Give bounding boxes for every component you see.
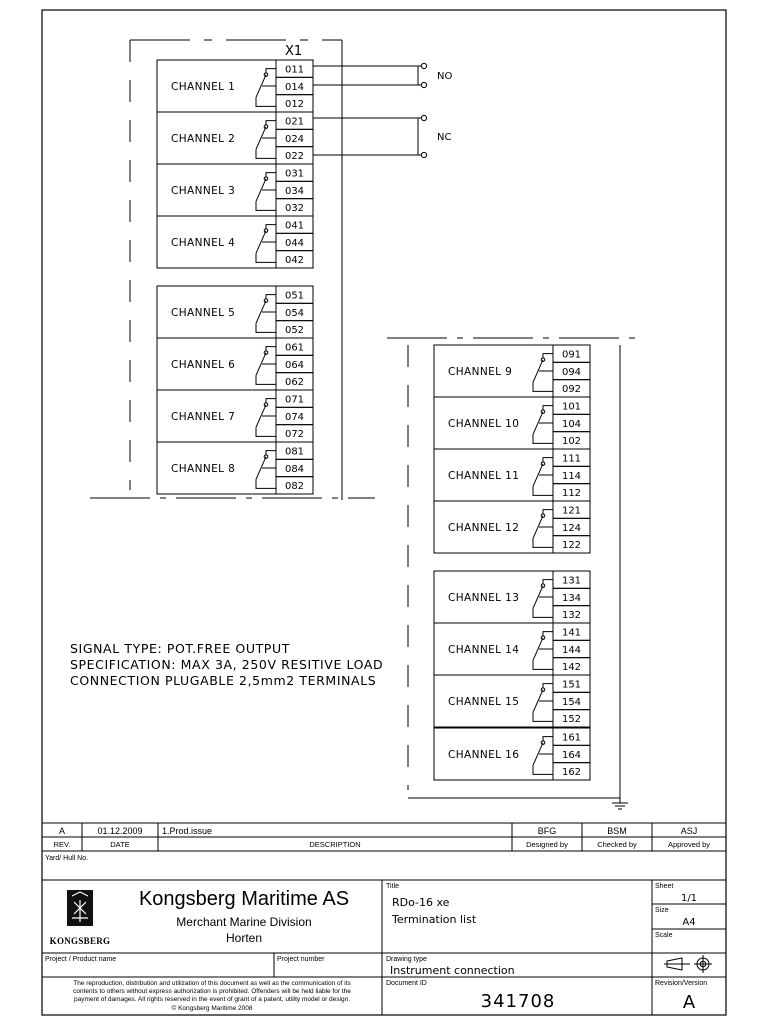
channel-label: CHANNEL 14 [448,644,520,656]
channel-block [157,390,313,442]
channel-label: CHANNEL 3 [171,185,236,197]
drawing-type-value: Instrument connection [390,964,515,977]
relay-contact-icon [533,737,553,775]
revision-version-label: Revision/Version [655,980,708,987]
terminal-number: 041 [284,220,305,232]
terminal-number: 141 [561,627,582,639]
channel-label: CHANNEL 10 [448,418,520,430]
terminal-number: 121 [561,505,582,517]
channel-label: CHANNEL 12 [448,522,520,534]
terminal-number: 151 [561,679,582,691]
channel-block [434,728,590,780]
terminal-number: 152 [561,714,582,726]
terminal-number: 094 [561,366,582,378]
note-connection: CONNECTION PLUGABLE 2,5mm2 TERMINALS [70,673,377,688]
document-id-value: 341708 [480,991,556,1012]
channel-block [434,675,590,727]
disclaimer-line: The reproduction, distribution and utilization of this document as well as the communication of its [73,980,351,987]
terminal-number: 024 [284,133,305,145]
size-label: Size [655,907,669,914]
designed-by-header: Designed by [526,840,568,849]
rev-header: REV. [53,840,71,849]
revision-description: 1.Prod.issue [162,826,213,836]
terminal-number: 012 [284,99,305,111]
division-name: Merchant Marine Division [176,915,312,929]
terminal-number: 014 [284,81,305,93]
relay-contact-icon [533,632,553,670]
title-label: Title [386,883,399,890]
ground-icon [612,798,628,809]
disclaimer-line: © Kongsberg Maritime 2008 [171,1005,253,1012]
size-value: A4 [682,917,696,928]
document-id-label: Document ID [386,980,427,987]
relay-contact-icon [256,69,276,107]
scale-label: Scale [655,932,673,939]
terminal-number: 142 [561,662,582,674]
relay-contact-icon [533,458,553,496]
checked-by-value: BSM [607,826,627,836]
relay-contact-icon [256,347,276,385]
channel-label: CHANNEL 9 [448,366,513,378]
channel-block [157,60,313,112]
terminal-number: 071 [284,394,305,406]
channel-block [157,338,313,390]
revision-value: A [58,826,66,836]
terminal-number: 134 [561,592,582,604]
relay-contact-icon [533,684,553,722]
channel-block [157,216,313,268]
channel-label: CHANNEL 16 [448,749,520,761]
channel-block [157,442,313,494]
terminal-number: 062 [284,377,305,389]
terminal-number: 122 [561,540,582,552]
terminal-number: 061 [284,342,305,354]
no-label: NO [437,71,453,82]
drawing-frame [42,10,726,1015]
company-name: Kongsberg Maritime AS [138,888,350,910]
channel-block [434,501,590,553]
terminal-number: 084 [284,463,305,475]
description-header: DESCRIPTION [309,840,361,849]
right-channel-group [387,338,640,809]
terminal-number: 044 [284,237,305,249]
title-line-1: RDo-16 xe [392,896,450,909]
revision-table [42,823,726,851]
terminal-number: 082 [284,481,305,493]
no-terminal-circle [421,82,426,87]
project-product-label: Project / Product name [45,956,117,963]
terminal-number: 022 [284,151,305,163]
terminal-number: 164 [561,749,582,761]
relay-contact-icon [256,121,276,159]
terminal-number: 011 [284,64,305,76]
terminal-number: 021 [284,116,305,128]
terminal-number: 131 [561,575,582,587]
terminal-number: 102 [561,436,582,448]
terminal-number: 124 [561,522,582,534]
relay-contact-icon [256,451,276,489]
relay-contact-icon [533,354,553,392]
terminal-number: 111 [561,453,582,465]
channel-block [434,345,590,397]
channel-label: CHANNEL 11 [448,470,520,482]
terminal-number: 054 [284,307,305,319]
title-block [42,855,726,1015]
terminal-number: 064 [284,359,305,371]
terminal-number: 101 [561,401,582,413]
channel-label: CHANNEL 1 [171,81,236,93]
date-header: DATE [110,840,130,849]
relay-contact-icon [533,510,553,548]
terminal-number: 144 [561,644,582,656]
sheet-value: 1/1 [680,893,698,904]
channel-label: CHANNEL 2 [171,133,236,145]
relay-contact-icon [533,580,553,618]
no-terminal-circle [421,63,426,68]
connector-label: X1 [285,44,303,59]
relay-contact-icon [533,406,553,444]
sheet-label: Sheet [655,883,674,890]
terminal-number: 162 [561,767,582,779]
specification-notes [70,641,383,688]
channel-label: CHANNEL 13 [448,592,520,604]
disclaimer-line: payment of damages. All rights reserved in the event of grant of a patent, utility model or design. [73,996,351,1003]
checked-by-header: Checked by [597,840,637,849]
channel-label: CHANNEL 4 [171,237,236,249]
channel-block [434,449,590,501]
relay-contact-icon [256,295,276,333]
nc-terminal-circle [421,115,426,120]
terminal-number: 034 [284,185,305,197]
nc-terminal-circle [421,152,426,157]
terminal-number: 092 [561,384,582,396]
nc-label: NC [437,132,452,143]
terminal-number: 072 [284,429,305,441]
terminal-number: 112 [561,488,582,500]
designed-by-value: BFG [537,826,557,836]
relay-contact-icon [256,225,276,263]
relay-contact-icon [256,399,276,437]
revision-date: 01.12.2009 [97,826,143,836]
drawing-type-label: Drawing type [386,956,427,963]
note-specification: SPECIFICATION: MAX 3A, 250V RESITIVE LOAD [70,657,384,672]
note-signal-type: SIGNAL TYPE: POT.FREE OUTPUT [70,641,290,656]
terminal-number: 051 [284,290,305,302]
terminal-number: 132 [561,610,582,622]
approved-by-header: Approved by [667,840,711,849]
project-number-label: Project number [277,956,325,963]
terminal-number: 154 [561,696,582,708]
terminal-number: 052 [284,325,305,337]
yard-hull-label: Yard/ Hull No. [45,855,89,862]
channel-label: CHANNEL 8 [171,463,236,475]
title-line-2: Termination list [392,913,477,926]
projection-symbol-icon [664,955,712,973]
terminal-number: 074 [284,411,305,423]
approved-by-value: ASJ [680,826,698,836]
output-wiring [313,63,452,157]
terminal-number: 161 [561,732,582,744]
terminal-number: 042 [284,255,305,267]
channel-label: CHANNEL 5 [171,307,236,319]
kongsberg-logo [50,890,111,946]
disclaimer-line: contents to others without express authorization is prohibited. Offenders will be held liable for the [73,988,351,995]
channel-block [434,623,590,675]
location: Horten [225,931,263,945]
terminal-number: 031 [284,168,305,180]
terminal-number: 091 [561,349,582,361]
channel-label: CHANNEL 7 [171,411,236,423]
terminal-number: 114 [561,470,582,482]
channel-block [157,112,313,164]
left-channel-group [90,40,375,500]
channel-label: CHANNEL 6 [171,359,236,371]
channel-label: CHANNEL 15 [448,696,520,708]
channel-block [157,286,313,338]
terminal-number: 081 [284,446,305,458]
channel-block [157,164,313,216]
channel-block [434,397,590,449]
revision-version-value: A [682,992,696,1013]
channel-block [434,571,590,623]
terminal-number: 032 [284,203,305,215]
terminal-number: 104 [561,418,582,430]
relay-contact-icon [256,173,276,211]
logo-text: KONGSBERG [49,936,111,946]
